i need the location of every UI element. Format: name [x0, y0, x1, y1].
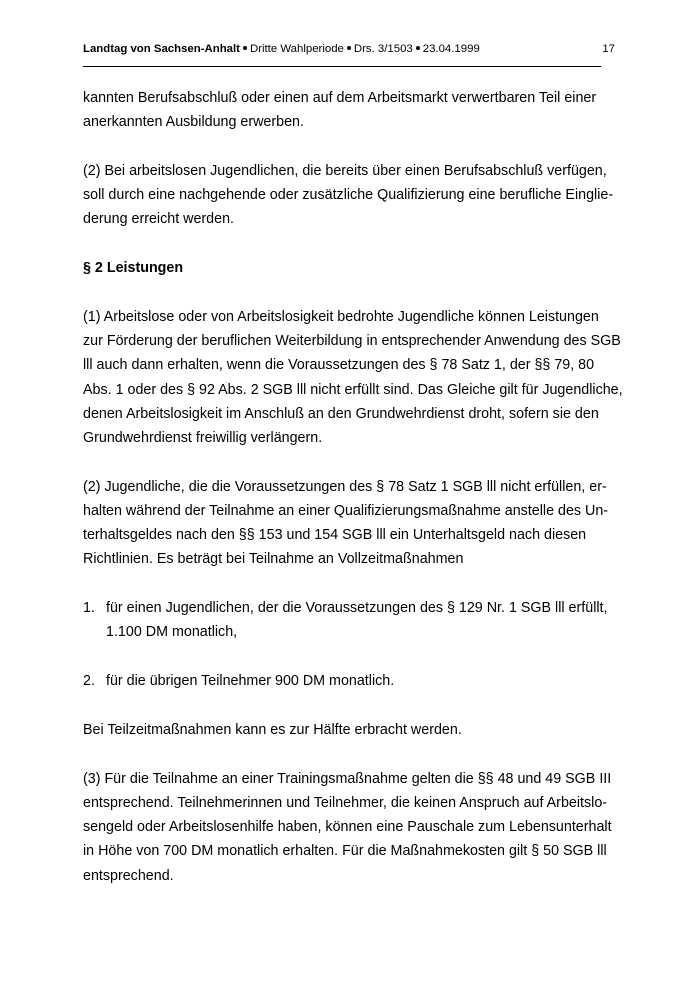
bullet-separator-icon: [243, 46, 247, 50]
text-line: Bei Teilzeitmaßnahmen kann es zur Hälfte erbracht werden.: [83, 722, 462, 739]
header-period: Dritte Wahlperiode: [249, 43, 344, 55]
text-line: für die übrigen Teilnehmer 900 DM monatlich.: [106, 673, 395, 690]
bullet-separator-icon: [416, 46, 420, 50]
paragraph-teilzeit: [83, 718, 613, 742]
text-line: halten während der Teilnahme an einer Qualifizierungsmaßnahme anstelle des Un-: [83, 503, 609, 520]
text-line: in Höhe von 700 DM monatlich erhalten. Für die Maßnahmekosten gilt § 50 SGB lll: [83, 843, 607, 860]
page-number: 17: [602, 43, 615, 55]
text-line: sengeld oder Arbeitslosenhilfe haben, können eine Pauschale zum Lebensunterhalt: [83, 819, 612, 836]
text-line: derung erreicht werden.: [83, 211, 234, 228]
text-line: 1.100 DM monatlich,: [106, 624, 238, 641]
numbered-list: [83, 596, 613, 693]
text-line: (2) Jugendliche, die die Voraussetzungen des § 78 Satz 1 SGB lll nicht erfüllen, er-: [83, 478, 607, 495]
text-line: (1) Arbeitslose oder von Arbeitslosigkeit bedrohte Jugendliche können Leistungen: [83, 309, 599, 325]
header-org: Landtag von Sachsen-Anhalt: [83, 43, 240, 55]
text-line: terhaltsgeldes nach den §§ 153 und 154 SGB lll ein Unterhaltsgeld nach diesen: [83, 527, 587, 544]
text-line: soll durch eine nachgehende oder zusätzliche Qualifizierung eine berufliche Einglie-: [83, 187, 614, 204]
list-item-number: 1.: [83, 600, 95, 617]
paragraph-1-2: [83, 159, 613, 232]
text-line: anerkannten Ausbildung erwerben.: [83, 114, 304, 131]
header-drs: Drs. 3/1503: [353, 43, 413, 55]
page-header: [83, 41, 615, 59]
section-heading: § 2 Leistungen: [83, 260, 184, 277]
text-line: zur Förderung der beruflichen Weiterbildung in entsprechender Anwendung des SGB: [83, 333, 621, 350]
text-line: denen Arbeitslosigkeit im Anschluß an den Grundwehrdienst droht, sofern sie den: [83, 405, 599, 422]
header-citation: [83, 41, 480, 57]
paragraph-2-3: [83, 767, 613, 888]
header-date: 23.04.1999: [422, 43, 480, 55]
text-line: (3) Für die Teilnahme an einer Trainingsmaßnahme gelten die §§ 48 und 49 SGB III: [83, 770, 612, 787]
document-body: [83, 86, 623, 912]
text-line: Abs. 1 oder des § 92 Abs. 2 SGB lll nicht erfüllt sind. Das Gleiche gilt für Jugendliche,: [83, 381, 623, 398]
paragraph-2-2: [83, 475, 613, 572]
bullet-separator-icon: [347, 46, 351, 50]
text-line: entsprechend.: [83, 867, 174, 884]
paragraph-2-1: [83, 305, 623, 450]
list-item: [83, 669, 613, 693]
text-line: lll auch dann erhalten, wenn die Voraussetzungen des § 78 Satz 1, der §§ 79, 80: [83, 357, 595, 374]
list-item-number: 2.: [83, 673, 95, 690]
header-rule: [83, 66, 601, 67]
text-line: kannten Berufsabschluß oder einen auf dem Arbeitsmarkt verwertbaren Teil einer: [83, 90, 597, 106]
paragraph-continuation: [83, 86, 613, 134]
text-line: Grundwehrdienst freiwillig verlängern.: [83, 430, 323, 447]
text-line: für einen Jugendlichen, der die Voraussetzungen des § 129 Nr. 1 SGB lll erfüllt,: [106, 600, 608, 617]
list-item: [83, 596, 613, 644]
text-line: entsprechend. Teilnehmerinnen und Teilnehmer, die keinen Anspruch auf Arbeitslo-: [83, 795, 608, 812]
text-line: Richtlinien. Es beträgt bei Teilnahme an Vollzeitmaßnahmen: [83, 551, 464, 568]
text-line: (2) Bei arbeitslosen Jugendlichen, die bereits über einen Berufsabschluß verfügen,: [83, 163, 607, 179]
